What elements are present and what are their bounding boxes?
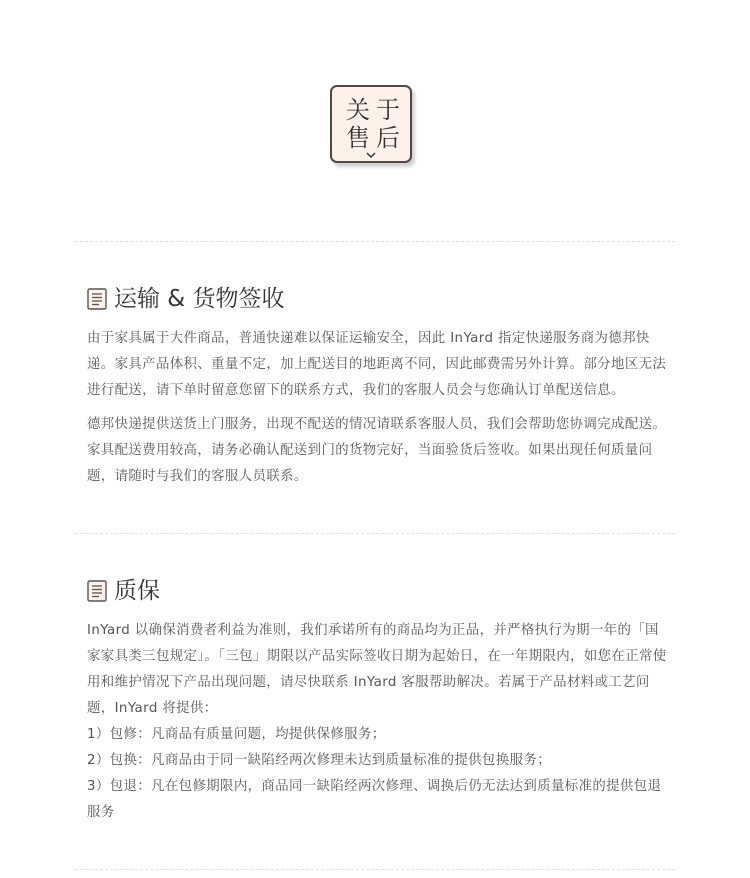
section-divider [75,869,675,870]
about-aftersales-badge [330,85,416,167]
chevron-down-icon [366,151,376,159]
shipping-paragraph: 德邦快递提供送货上门服务，出现不配送的情况请联系客服人员，我们会帮助您协调完成配送。家具配送费用较高，请务必确认配送到门的货物完好，当面验货后签收。如果出现任何质量问题，请随时与我们的客服人员联系。 [87,417,667,484]
warranty-intro: InYard 以确保消费者利益为准则，我们承诺所有的商品均为正品，并严格执行为期一年的「国家家具类三包规定」。「三包」期限以产品实际签收日期为起始日，在一年期限内，如您在正常使用和维护情况下产品出现问题，请尽快联系 InYard 客服帮助解决。若属于产品材料或工艺问题，InYard 将提供： [87,623,667,716]
warranty-title: 质保 [114,578,160,604]
section-divider [75,241,675,242]
document-icon [87,288,107,310]
warranty-item: 2）包换：凡商品由于同一缺陷经两次修理未达到质量标准的提供包换服务； [87,753,552,768]
warranty-section [87,576,667,826]
shipping-header [87,284,667,314]
badge-frame [330,85,412,163]
shipping-section [87,284,667,490]
badge-line-1: 关于 [346,96,406,124]
shipping-title: 运输 & 货物签收 [114,286,285,312]
shipping-paragraph: 由于家具属于大件商品，普通快递难以保证运输安全，因此 InYard 指定快递服务商为德邦快递。家具产品体积、重量不定，加上配送目的地距离不同，因此邮费需另外计算。部分地区无法进行配送，请下单时留意您留下的联系方式，我们的客服人员会与您确认订单配送信息。 [87,331,667,398]
warranty-item: 3）包退：凡在包修期限内，商品同一缺陷经两次修理、调换后仍无法达到质量标准的提供包退服务 [87,779,662,820]
badge-line-2: 售后 [346,124,406,152]
warranty-item: 1）包修：凡商品有质量问题，均提供保修服务； [87,727,386,742]
document-icon [87,580,107,602]
warranty-header [87,576,667,606]
section-divider [75,533,675,534]
